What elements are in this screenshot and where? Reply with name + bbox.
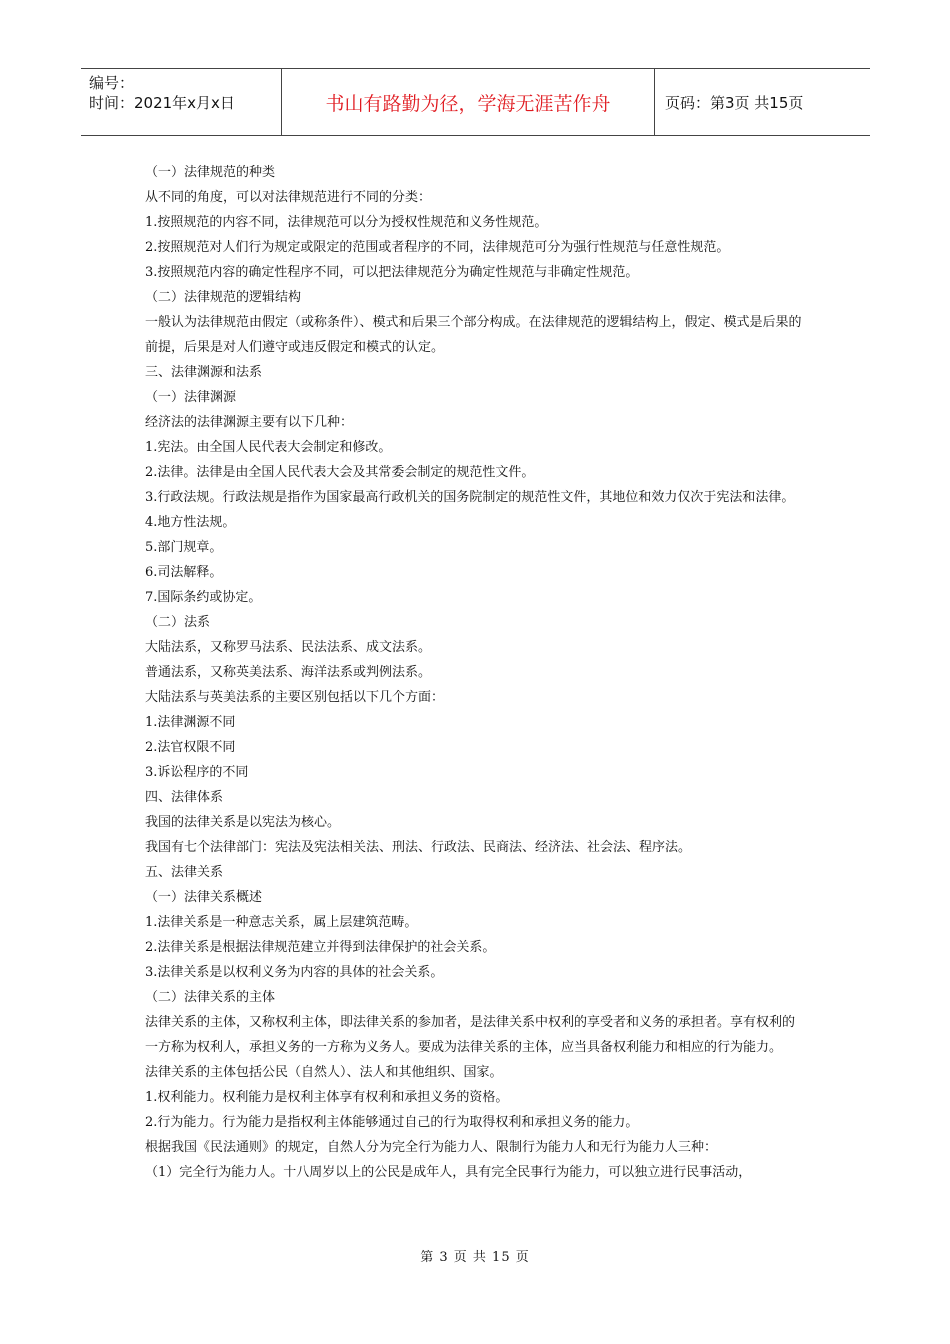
body-paragraph: （1）完全行为能力人。十八周岁以上的公民是成年人，具有完全民事行为能力，可以独立进行民事活动， (145, 1165, 752, 1180)
page-label: 页码：第3页 共15页 (665, 93, 804, 112)
body-paragraph: （一）法律关系概述 (145, 890, 263, 905)
body-paragraph: 三、法律渊源和法系 (145, 365, 263, 380)
document-body (145, 160, 807, 1185)
body-paragraph: 1.按照规范的内容不同，法律规范可以分为授权性规范和义务性规范。 (145, 215, 548, 230)
body-paragraph: 一般认为法律规范由假定（或称条件）、模式和后果三个部分构成。在法律规范的逻辑结构上，假定、模式是后果的前提，后果是对人们遵守或违反假定和模式的认定。 (145, 315, 802, 355)
body-paragraph: 大陆法系与英美法系的主要区别包括以下几个方面： (145, 690, 445, 705)
body-paragraph: 四、法律体系 (145, 790, 224, 805)
body-paragraph: 我国有七个法律部门：宪法及宪法相关法、刑法、行政法、民商法、经济法、社会法、程序法。 (145, 840, 692, 855)
page-info-cell (655, 69, 870, 135)
body-paragraph: 6.司法解释。 (145, 565, 223, 580)
body-paragraph: 1.权利能力。权利能力是权利主体享有权利和承担义务的资格。 (145, 1090, 509, 1105)
body-paragraph: 3.法律关系是以权利义务为内容的具体的社会关系。 (145, 965, 444, 980)
body-paragraph: 4.地方性法规。 (145, 515, 236, 530)
body-paragraph: 2.法官权限不同 (145, 740, 236, 755)
motto-cell (282, 69, 655, 135)
body-paragraph: 1.法律关系是一种意志关系，属上层建筑范畴。 (145, 915, 418, 930)
motto-text: 书山有路勤为径，学海无涯苦作舟 (325, 92, 611, 115)
body-paragraph: 从不同的角度，可以对法律规范进行不同的分类： (145, 190, 432, 205)
body-paragraph: 经济法的法律渊源主要有以下几种： (145, 415, 354, 430)
body-paragraph: 3.诉讼程序的不同 (145, 765, 249, 780)
body-paragraph: 3.行政法规。行政法规是指作为国家最高行政机关的国务院制定的规范性文件，其地位和效力仅次于宪法和法律。 (145, 490, 795, 505)
body-paragraph: 1.法律渊源不同 (145, 715, 236, 730)
page-footer (0, 1246, 950, 1265)
body-paragraph: 5.部门规章。 (145, 540, 223, 555)
header-info-cell (81, 69, 282, 135)
body-paragraph: 2.按照规范对人们行为规定或限定的范围或者程序的不同，法律规范可分为强行性规范与任意性规范。 (145, 240, 730, 255)
body-paragraph: 2.行为能力。行为能力是指权利主体能够通过自己的行为取得权利和承担义务的能力。 (145, 1115, 639, 1130)
time-label: 时间：2021年x月x日 (89, 94, 235, 112)
document-header (81, 68, 870, 136)
body-paragraph: 大陆法系，又称罗马法系、民法法系、成文法系。 (145, 640, 432, 655)
body-paragraph: （一）法律渊源 (145, 390, 237, 405)
body-paragraph: 2.法律关系是根据法律规范建立并得到法律保护的社会关系。 (145, 940, 496, 955)
body-paragraph: （二）法律规范的逻辑结构 (145, 290, 302, 305)
number-label: 编号： (89, 74, 135, 92)
body-paragraph: 根据我国《民法通则》的规定，自然人分为完全行为能力人、限制行为能力人和无行为能力人三种： (145, 1140, 718, 1155)
body-paragraph: （二）法系 (145, 615, 211, 630)
body-paragraph: （二）法律关系的主体 (145, 990, 276, 1005)
body-paragraph: （一）法律规范的种类 (145, 165, 276, 180)
footer-page-number: 第 3 页 共 15 页 (420, 1250, 530, 1265)
body-paragraph: 我国的法律关系是以宪法为核心。 (145, 815, 341, 830)
body-paragraph: 普通法系，又称英美法系、海洋法系或判例法系。 (145, 665, 432, 680)
body-paragraph: 2.法律。法律是由全国人民代表大会及其常委会制定的规范性文件。 (145, 465, 535, 480)
body-paragraph: 法律关系的主体包括公民（自然人）、法人和其他组织、国家。 (145, 1065, 503, 1080)
body-paragraph: 7.国际条约或协定。 (145, 590, 262, 605)
body-paragraph: 法律关系的主体，又称权利主体，即法律关系的参加者，是法律关系中权利的享受者和义务的承担者。享有权利的一方称为权利人，承担义务的一方称为义务人。要成为法律关系的主体，应当具备权利能力和相应的行为能力。 (145, 1015, 796, 1055)
body-paragraph: 3.按照规范内容的确定性程序不同，可以把法律规范分为确定性规范与非确定性规范。 (145, 265, 639, 280)
body-paragraph: 1.宪法。由全国人民代表大会制定和修改。 (145, 440, 392, 455)
body-paragraph: 五、法律关系 (145, 865, 224, 880)
